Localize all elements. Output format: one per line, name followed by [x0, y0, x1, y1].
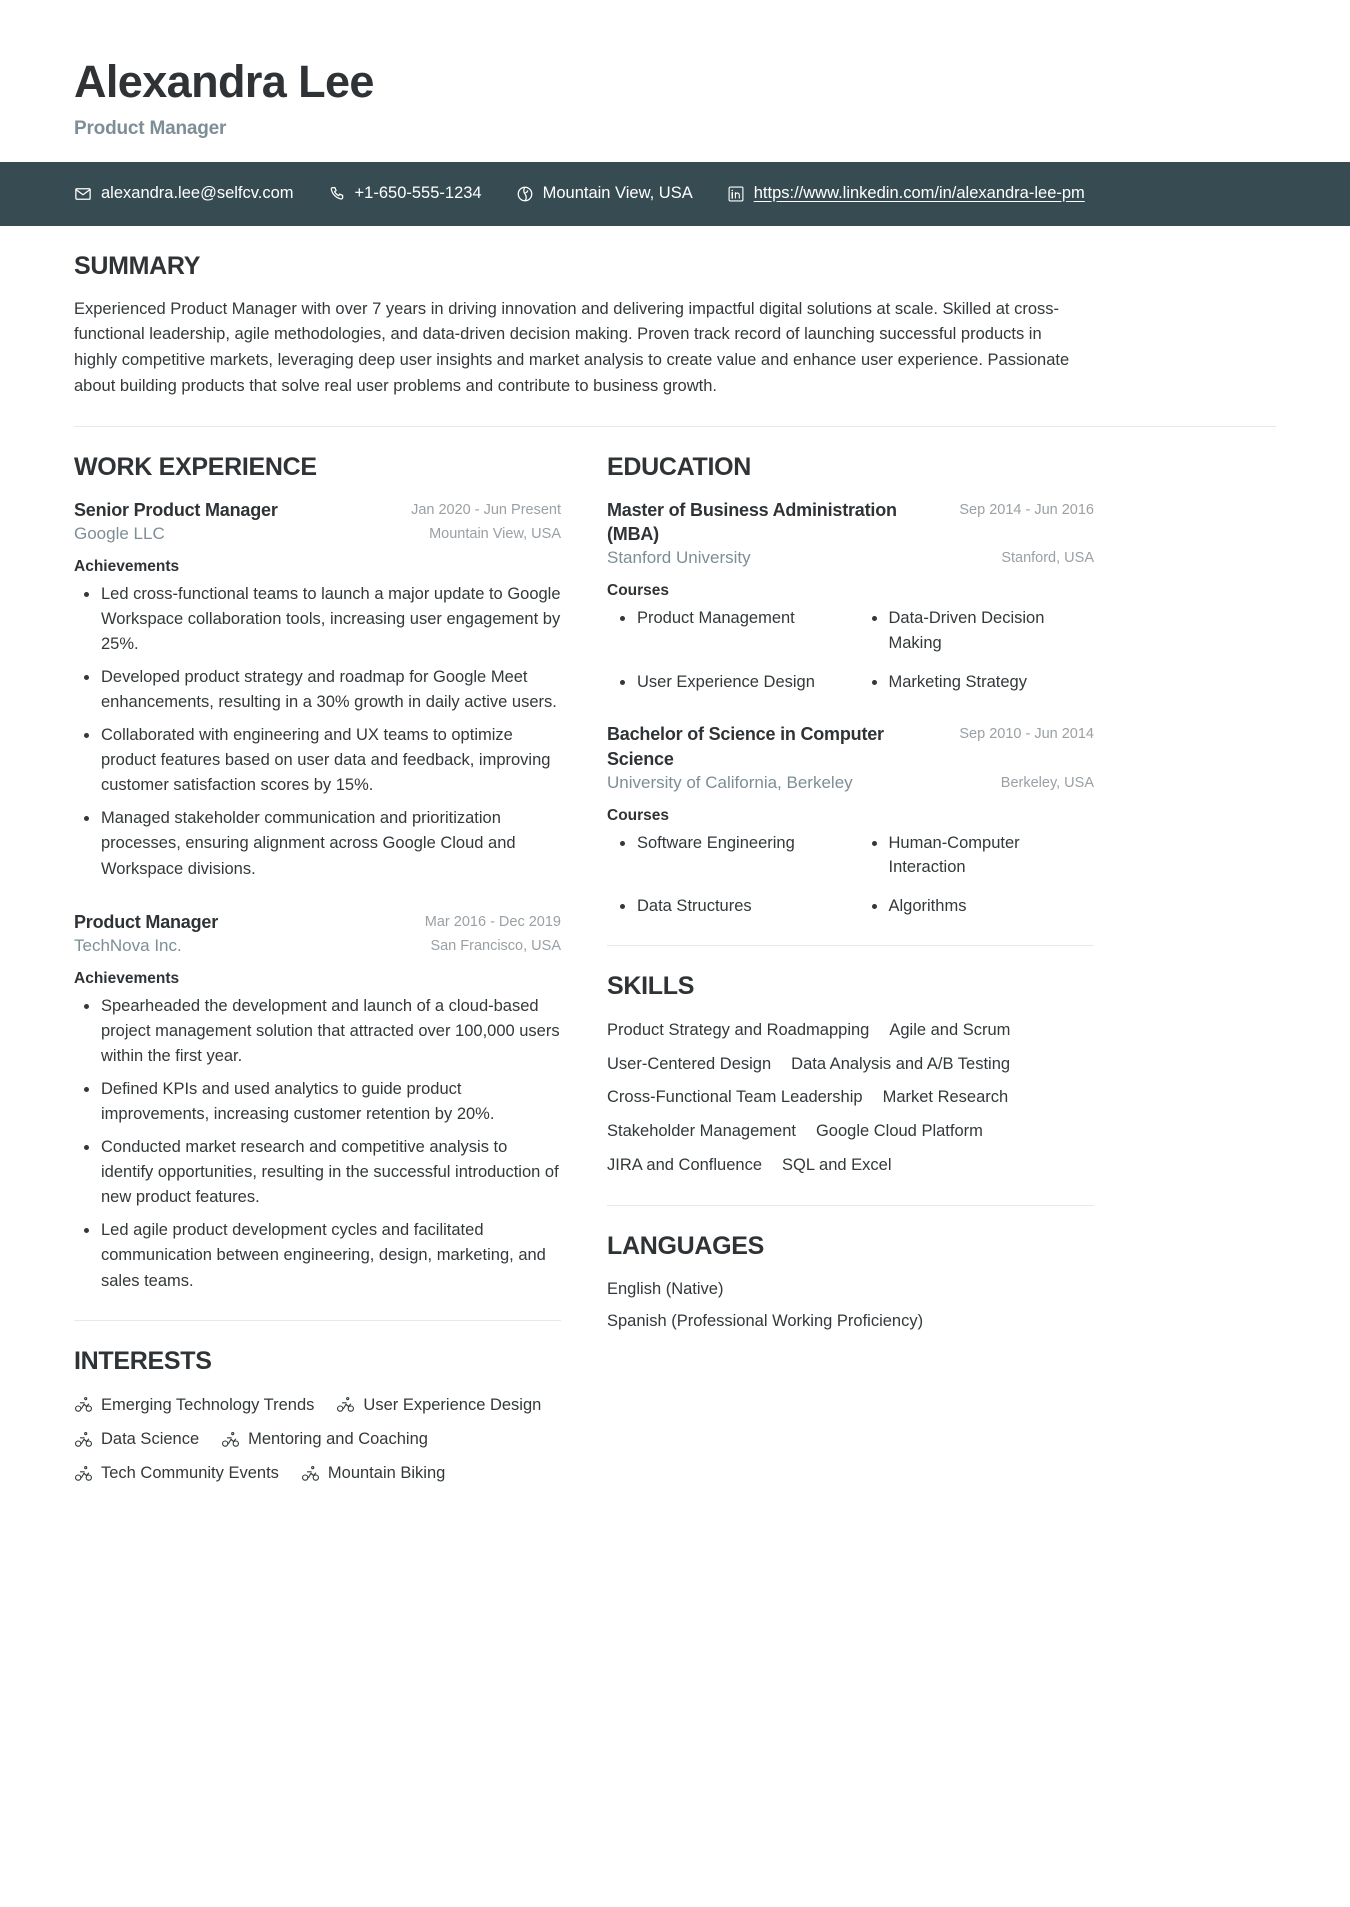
education-entry-org-row	[607, 771, 1094, 795]
work-location: San Francisco, USA	[430, 937, 561, 954]
achievement-item: Led cross-functional teams to launch a major update to Google Workspace collaboration tools, increasing user engagement by 25%.	[74, 582, 561, 657]
education-dates: Sep 2014 - Jun 2016	[959, 501, 1094, 518]
work-location: Mountain View, USA	[429, 525, 561, 542]
language-item: Spanish (Professional Working Proficiency)	[607, 1312, 924, 1331]
education-school: Stanford University	[607, 548, 751, 568]
interest-label: Mountain Biking	[327, 1464, 446, 1483]
achievement-item: Collaborated with engineering and UX teams to optimize product features based on user data and feedback, improving customer satisfaction scores by 15%.	[74, 723, 561, 798]
contact-linkedin-text[interactable]: https://www.linkedin.com/in/alexandra-lee-pm	[753, 183, 1085, 202]
contact-bar	[0, 162, 1350, 226]
bicycle-icon	[74, 1395, 93, 1414]
skill-item: SQL and Excel	[782, 1155, 892, 1174]
interest-label: Mentoring and Coaching	[248, 1429, 428, 1448]
interest-label: Data Science	[101, 1429, 200, 1448]
skills-section-title: SKILLS	[607, 971, 695, 1000]
education-location: Stanford, USA	[1001, 550, 1094, 567]
work-entry-org-row	[74, 522, 561, 546]
education-dates: Sep 2010 - Jun 2014	[959, 726, 1094, 743]
achievements-list	[74, 582, 561, 882]
achievement-item: Conducted market research and competitive analysis to identify opportunities, resulting in the successful introduction of new product features.	[74, 1135, 561, 1210]
contact-location[interactable]	[516, 184, 693, 204]
contact-phone-text: +1-650-555-1234	[354, 183, 482, 202]
bicycle-icon	[336, 1395, 355, 1414]
bicycle-icon	[74, 1430, 93, 1449]
work-experience-section-title: WORK EXPERIENCE	[74, 452, 317, 481]
course-item: Product Management	[607, 606, 843, 656]
contact-linkedin[interactable]	[727, 184, 1085, 204]
skill-item: Stakeholder Management	[607, 1122, 796, 1141]
skill-item: Data Analysis and A/B Testing	[791, 1054, 1011, 1073]
work-company: Google LLC	[74, 523, 165, 543]
education-school: University of California, Berkeley	[607, 772, 853, 792]
summary-section	[74, 252, 1276, 400]
skill-item: Market Research	[882, 1088, 1009, 1107]
courses-list	[607, 606, 1094, 694]
work-entry-title-row	[74, 498, 561, 522]
course-item: Software Engineering	[607, 831, 843, 881]
main-columns	[74, 427, 1276, 1487]
skills-section	[607, 972, 1094, 1179]
achievement-item: Spearheaded the development and launch of a cloud-based project management solution that attracted over 100,000 users within the first year.	[74, 994, 561, 1069]
interest-label: User Experience Design	[363, 1395, 542, 1414]
work-company: TechNova Inc.	[74, 935, 182, 955]
education-entry-title-row	[607, 498, 1094, 547]
course-item: User Experience Design	[607, 670, 843, 695]
education-entry	[607, 722, 1094, 919]
education-section-title: EDUCATION	[607, 452, 752, 481]
achievements-list	[74, 994, 561, 1294]
achievement-item: Managed stakeholder communication and prioritization processes, ensuring alignment across Google Cloud and Workspace divisions.	[74, 806, 561, 881]
contact-email[interactable]	[74, 184, 294, 204]
achievement-item: Defined KPIs and used analytics to guide product improvements, increasing customer retention by 20%.	[74, 1077, 561, 1127]
interest-item	[74, 1426, 199, 1452]
interest-item	[221, 1426, 428, 1452]
education-entry	[607, 498, 1094, 695]
bicycle-icon	[221, 1430, 240, 1449]
course-item: Data-Driven Decision Making	[859, 606, 1095, 656]
resume-header	[0, 0, 1350, 162]
phone-icon	[328, 185, 346, 203]
skill-item: Google Cloud Platform	[815, 1122, 983, 1141]
skill-item: Agile and Scrum	[889, 1020, 1011, 1039]
divider	[607, 1205, 1094, 1206]
achievement-item: Developed product strategy and roadmap for Google Meet enhancements, resulting in a 30% growth in daily active users.	[74, 665, 561, 715]
contact-location-text: Mountain View, USA	[542, 183, 693, 202]
skill-item: JIRA and Confluence	[607, 1155, 763, 1174]
interest-item	[301, 1460, 445, 1486]
language-item: English (Native)	[607, 1279, 724, 1298]
work-position: Senior Product Manager	[74, 499, 278, 520]
education-entry-title-row	[607, 722, 1094, 771]
work-experience-section	[74, 453, 561, 1294]
left-column	[74, 427, 561, 1487]
work-dates: Jan 2020 - Jun Present	[411, 501, 561, 518]
skill-item: Cross-Functional Team Leadership	[607, 1088, 863, 1107]
education-section	[607, 453, 1094, 919]
interests-list	[74, 1392, 561, 1487]
interest-item	[74, 1392, 314, 1418]
interest-label: Emerging Technology Trends	[101, 1395, 315, 1414]
course-item: Data Structures	[607, 894, 843, 919]
courses-list	[607, 831, 1094, 919]
interests-section	[74, 1347, 561, 1487]
courses-label: Courses	[607, 582, 670, 600]
bicycle-icon	[74, 1464, 93, 1483]
skill-item: User-Centered Design	[607, 1054, 772, 1073]
education-location: Berkeley, USA	[1000, 774, 1094, 791]
contact-phone[interactable]	[328, 184, 482, 204]
languages-list	[607, 1277, 1094, 1335]
work-entry	[74, 498, 561, 882]
right-column	[607, 427, 1094, 1335]
languages-section-title: LANGUAGES	[607, 1231, 765, 1260]
work-entry-org-row	[74, 934, 561, 958]
education-entry-org-row	[607, 546, 1094, 570]
achievements-label: Achievements	[74, 557, 180, 575]
work-entry	[74, 910, 561, 1294]
achievement-item: Led agile product development cycles and facilitated communication between engineering, design, marketing, and sales teams.	[74, 1218, 561, 1293]
divider	[74, 1320, 561, 1321]
languages-section	[607, 1232, 1094, 1335]
achievements-label: Achievements	[74, 969, 180, 987]
summary-section-title: SUMMARY	[74, 251, 201, 280]
envelope-icon	[74, 185, 92, 203]
contact-email-text: alexandra.lee@selfcv.com	[101, 183, 294, 202]
course-item: Marketing Strategy	[859, 670, 1095, 695]
interest-item	[336, 1392, 541, 1418]
linkedin-icon	[727, 185, 745, 203]
work-dates: Mar 2016 - Dec 2019	[424, 913, 561, 930]
courses-label: Courses	[607, 806, 670, 824]
course-item: Algorithms	[859, 894, 1095, 919]
headline-job-title: Product Manager	[74, 117, 227, 139]
divider	[607, 945, 1094, 946]
education-degree: Master of Business Administration (MBA)	[607, 499, 897, 544]
interests-section-title: INTERESTS	[74, 1346, 212, 1375]
work-entry-title-row	[74, 910, 561, 934]
summary-text: Experienced Product Manager with over 7 years in driving innovation and delivering impactful digital solutions at scale. Skilled at cross-functional leadership, agile methodologies, and data-driven decision making. Proven track record of launching successful products in highly competitive markets, leveraging deep user insights and market analysis to create value and enhance user experience. Passionate about building products that solve real user problems and contribute to business growth.	[74, 299, 1070, 395]
resume-content	[0, 252, 1350, 1527]
globe-icon	[516, 185, 534, 203]
skill-item: Product Strategy and Roadmapping	[607, 1020, 870, 1039]
interest-label: Tech Community Events	[101, 1464, 279, 1483]
bicycle-icon	[301, 1464, 320, 1483]
skills-list	[607, 1017, 1094, 1179]
work-position: Product Manager	[74, 911, 219, 932]
course-item: Human-Computer Interaction	[859, 831, 1095, 881]
education-degree: Bachelor of Science in Computer Science	[607, 724, 884, 769]
page-title: Alexandra Lee	[74, 56, 374, 107]
interest-item	[74, 1460, 279, 1486]
